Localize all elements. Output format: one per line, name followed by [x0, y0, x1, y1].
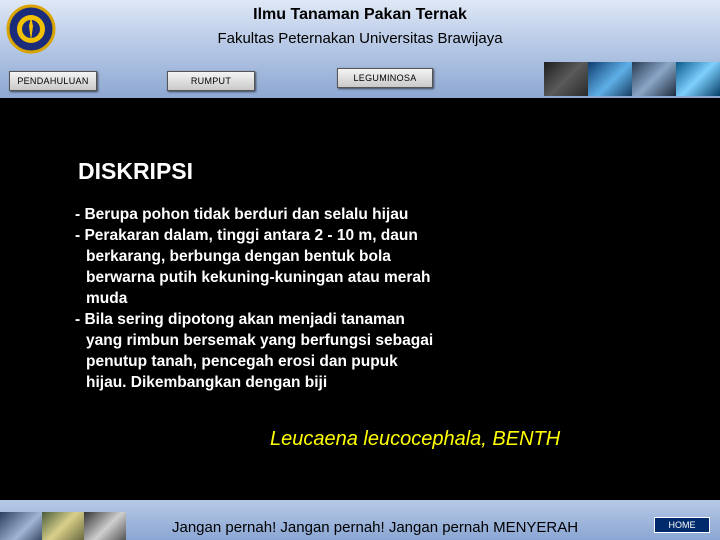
description-line: penutup tanah, pencegah erosi dan pupuk	[86, 353, 398, 370]
description-line: - Perakaran dalam, tinggi antara 2 - 10 m, daun	[75, 227, 418, 244]
header-banner	[0, 0, 720, 98]
nav-button-pendahuluan[interactable]: PENDAHULUAN	[9, 71, 97, 91]
description-line: muda	[86, 290, 128, 307]
photo-thumbnail-icon	[544, 62, 588, 96]
photo-thumbnail-icon	[84, 512, 126, 540]
footer-motto: Jangan pernah! Jangan pernah! Jangan pernah MENYERAH	[172, 519, 579, 536]
description-line: - Berupa pohon tidak berduri dan selalu hijau	[75, 206, 409, 223]
footer-image-strip	[0, 512, 126, 540]
photo-thumbnail-icon	[42, 512, 84, 540]
home-button[interactable]: HOME	[654, 517, 710, 533]
species-name: Leucaena leucocephala, BENTH	[270, 428, 561, 450]
nav-button-leguminosa[interactable]: LEGUMINOSA	[337, 68, 433, 88]
photo-thumbnail-icon	[632, 62, 676, 96]
section-heading: DISKRIPSI	[78, 158, 194, 184]
description-line: berwarna putih kekuning-kuningan atau merah	[86, 269, 431, 286]
nav-button-rumput[interactable]: RUMPUT	[167, 71, 255, 91]
photo-thumbnail-icon	[676, 62, 720, 96]
header-image-strip	[544, 62, 720, 96]
description-line: - Bila sering dipotong akan menjadi tanaman	[75, 311, 405, 328]
page-title: Ilmu Tanaman Pakan Ternak	[253, 6, 467, 23]
description-line: berkarang, berbunga dengan bentuk bola	[86, 248, 391, 265]
photo-thumbnail-icon	[588, 62, 632, 96]
description-text	[75, 204, 515, 393]
page-subtitle: Fakultas Peternakan Universitas Brawijaya	[217, 30, 503, 47]
description-line: hijau. Dikembangkan dengan biji	[86, 374, 328, 391]
description-line: yang rimbun bersemak yang berfungsi sebagai	[86, 332, 434, 349]
photo-thumbnail-icon	[0, 512, 42, 540]
